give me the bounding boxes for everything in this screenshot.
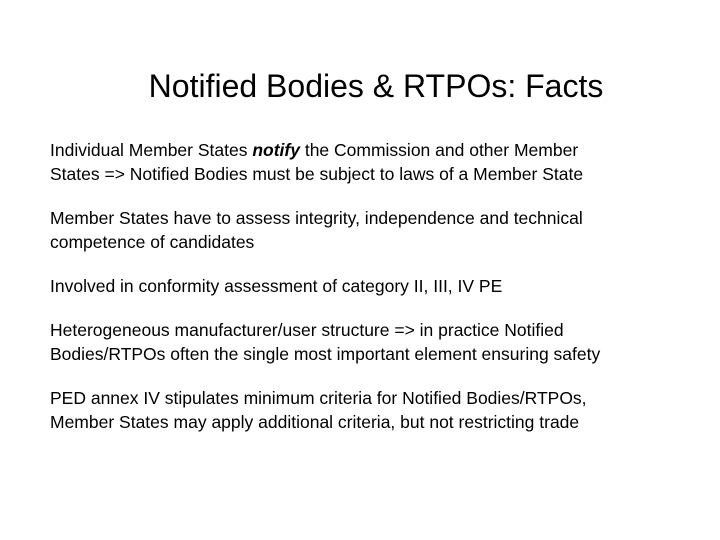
bullet-line: Involved in conformity assessment of category II, III, IV PE [50, 276, 503, 296]
bullet-line: PED annex IV stipulates minimum criteria for Notified Bodies/RTPOs, [50, 388, 587, 408]
bullet-line [50, 138, 700, 162]
bullet-item [50, 138, 700, 186]
bullet-text: the Commission and other Member [299, 140, 579, 160]
bullet-line: States => Notified Bodies must be subject to laws of a Member State [50, 164, 584, 184]
bullet-line: Member States have to assess integrity, independence and technical [50, 208, 583, 228]
slide-title: Notified Bodies & RTPOs: Facts [148, 68, 604, 104]
bullet-line: Heterogeneous manufacturer/user structure => in practice Notified [50, 320, 564, 340]
bullet-item [50, 206, 700, 254]
bullet-line: Bodies/RTPOs often the single most important element ensuring safety [50, 344, 601, 364]
bullet-item [50, 274, 700, 298]
bullet-text: Individual Member States [50, 140, 253, 160]
bullet-line: Member States may apply additional criteria, but not restricting trade [50, 412, 580, 432]
bullet-line: competence of candidates [50, 232, 255, 252]
bullet-list [50, 138, 700, 454]
bullet-item [50, 318, 700, 366]
bullet-item [50, 386, 700, 434]
emphasized-word: notify [252, 140, 300, 160]
